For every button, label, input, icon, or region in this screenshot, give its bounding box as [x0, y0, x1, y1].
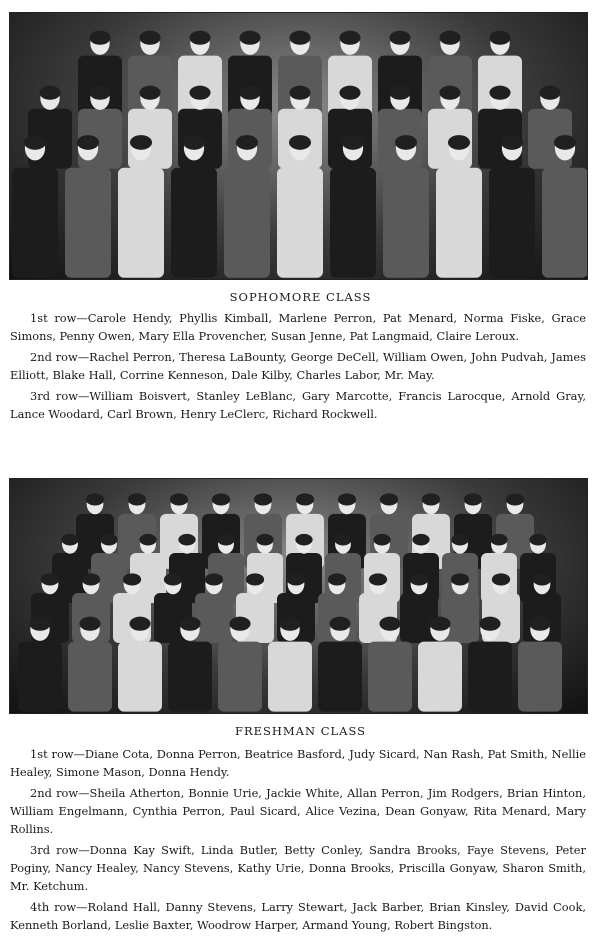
freshman-names — [10, 745, 586, 937]
freshman-class-photo — [9, 478, 588, 714]
freshman-class-title: FRESHMAN CLASS — [234, 724, 367, 738]
freshman-row-1: 1st row—Diane Cota, Donna Perron, Beatrice Basford, Judy Sicard, Nan Rash, Pat Smith, Nellie Healey, Simone Mason, Donna Hendy. — [10, 747, 586, 779]
sophomore-class-title: SOPHOMORE CLASS — [229, 290, 372, 304]
sophomore-class-photo — [9, 12, 588, 280]
sophomore-row-1: 1st row—Carole Hendy, Phyllis Kimball, Marlene Perron, Pat Menard, Norma Fiske, Grace Simons, Penny Owen, Mary Ella Provencher, Susan Jenne, Pat Langmaid, Claire Leroux. — [10, 311, 586, 343]
freshman-row-3: 3rd row—Donna Kay Swift, Linda Butler, Betty Conley, Sandra Brooks, Faye Stevens, Peter Poginy, Nancy Healey, Nancy Stevens, Kathy Urie, Donna Brooks, Priscilla Gonyaw, Sharon Smith, Mr. Ketchum. — [10, 843, 586, 893]
sophomore-row-3: 3rd row—William Boisvert, Stanley LeBlanc, Gary Marcotte, Francis Larocque, Arnold Gray, Lance Woodard, Carl Brown, Henry LeClerc, Richard Rockwell. — [10, 389, 586, 421]
freshman-row-2: 2nd row—Sheila Atherton, Bonnie Urie, Jackie White, Allan Perron, Jim Rodgers, Brian Hinton, William Engelmann, Cynthia Perron, Paul Sicard, Alice Vezina, Dean Gonyaw, Rita Menard, Mary Rollins. — [10, 786, 586, 836]
sophomore-names — [10, 309, 586, 426]
freshman-row-4: 4th row—Roland Hall, Danny Stevens, Larry Stewart, Jack Barber, Brian Kinsley, David Cook, Kenneth Borland, Leslie Baxter, Woodrow Harper, Armand Young, Robert Bingston. — [10, 900, 586, 932]
freshman-photo-figures — [10, 479, 587, 713]
sophomore-photo-figures — [10, 13, 587, 279]
sophomore-row-2: 2nd row—Rachel Perron, Theresa LaBounty, George DeCell, William Owen, John Pudvah, James Elliott, Blake Hall, Corrine Kenneson, Dale Kilby, Charles Labor, Mr. May. — [10, 350, 586, 382]
